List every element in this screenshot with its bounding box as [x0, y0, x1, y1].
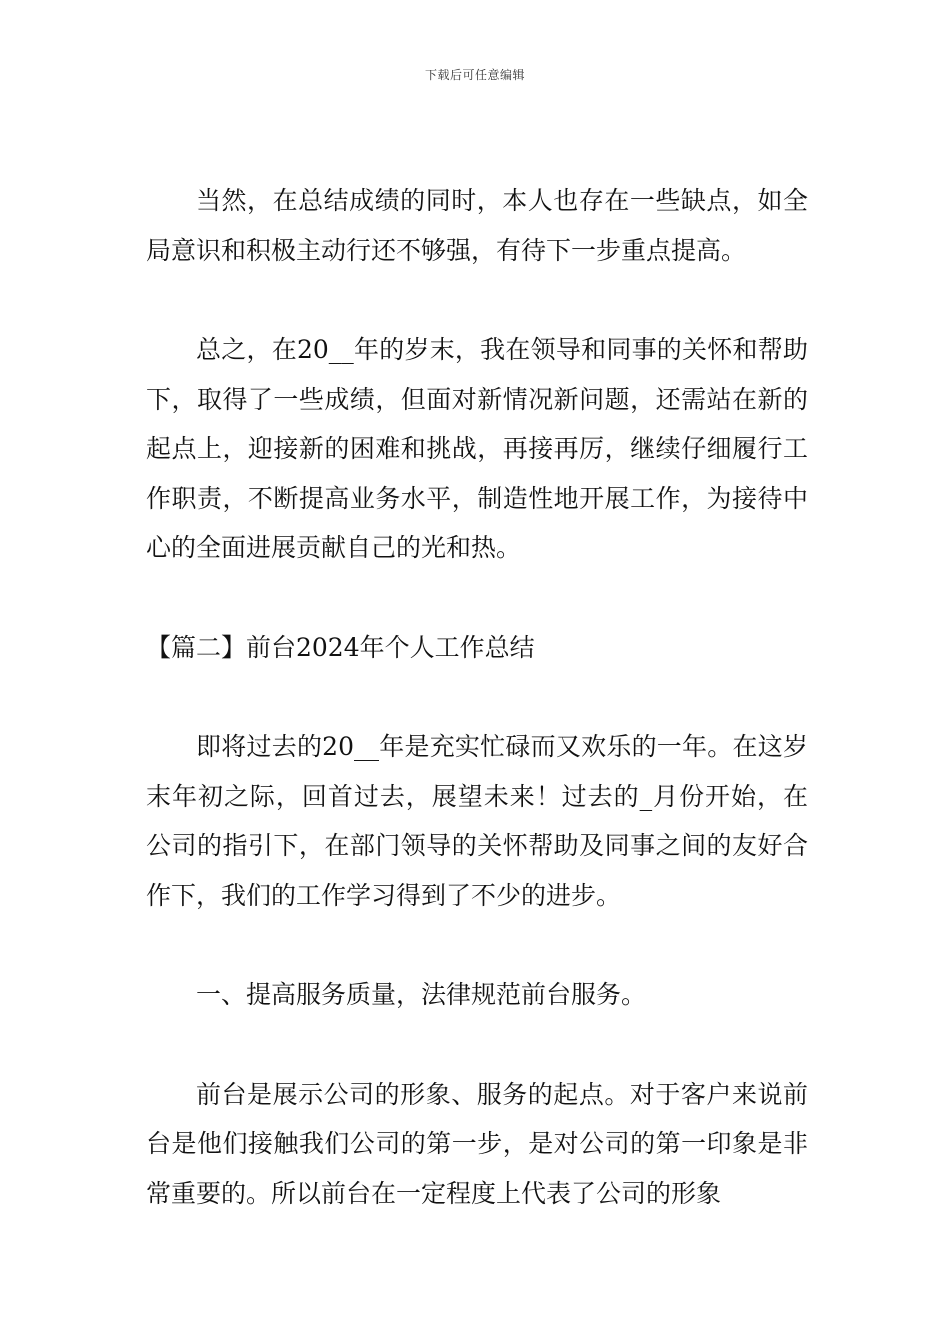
paragraph-spacer — [146, 573, 808, 623]
paragraph-spacer — [146, 672, 808, 722]
paragraph-spacer — [146, 920, 808, 970]
paragraph-front-desk: 前台是展示公司的形象、服务的起点。对于客户来说前台是他们接触我们公司的第一步，是对公司的第一印象是非常重要的。所以前台在一定程度上代表了公司的形象 — [146, 1079, 808, 1208]
page-header: 下载后可任意编辑 — [424, 68, 525, 82]
paragraph-shortcomings: 当然，在总结成绩的同时，本人也存在一些缺点，如全局意识和积极主动行还不够强，有待下一步重点提高。 — [146, 186, 808, 265]
paragraph-conclusion: 总之，在20__年的岁末，我在领导和同事的关怀和帮助下，取得了一些成绩，但面对新情况新问题，还需站在新的起点上，迎接新的困难和挑战，再接再厉，继续仔细履行工作职责，不断提高业务水平，制造性地开展工作，为接待中心的全面进展贡献自己的光和热。 — [146, 335, 808, 562]
paragraph-spacer — [146, 1020, 808, 1070]
paragraph-intro: 即将过去的20__年是充实忙碌而又欢乐的一年。在这岁末年初之际，回首过去，展望未来！过去的_月份开始，在公司的指引下，在部门领导的关怀帮助及同事之间的友好合作下，我们的工作学习得到了不少的进步。 — [146, 732, 808, 910]
subsection-heading: 一、提高服务质量，法律规范前台服务。 — [196, 980, 647, 1009]
document-body — [146, 176, 808, 1218]
section-title: 【篇二】前台2024年个人工作总结 — [146, 632, 535, 662]
paragraph-spacer — [146, 275, 808, 325]
